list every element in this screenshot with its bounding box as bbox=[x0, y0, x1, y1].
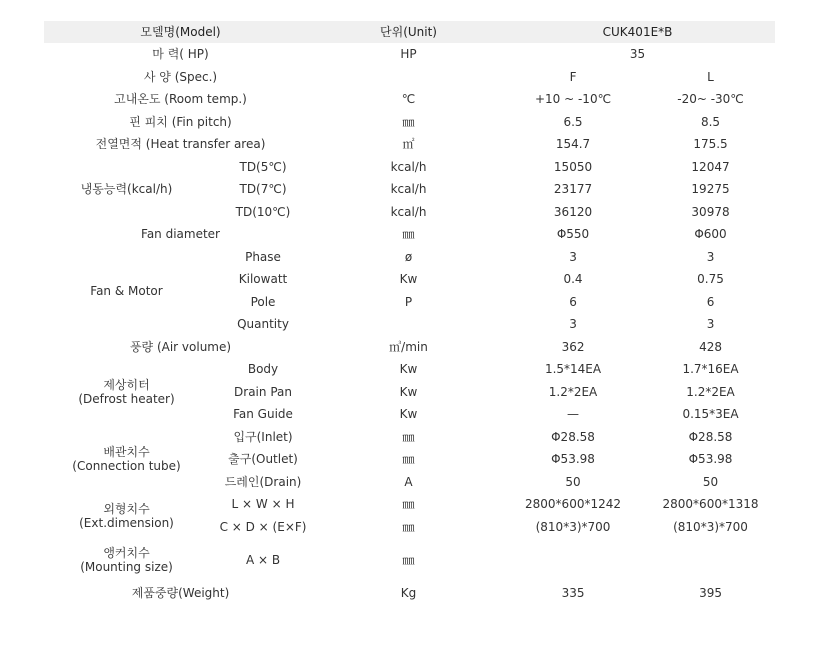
table-row bbox=[44, 426, 775, 449]
group-label-en: (Mounting size) bbox=[80, 560, 173, 574]
sub-label: Quantity bbox=[237, 317, 289, 332]
group-label-ko: 외형치수 bbox=[103, 501, 150, 516]
value-f: 23177 bbox=[553, 182, 593, 197]
value-f: 2800*600*1242 bbox=[525, 497, 621, 512]
table-row bbox=[44, 582, 775, 605]
value-f: 1.5*14EA bbox=[544, 362, 602, 377]
sub-label: 드레인(Drain) bbox=[224, 474, 302, 489]
value-l: L bbox=[707, 69, 714, 84]
value-f: Φ28.58 bbox=[551, 429, 595, 444]
value-l bbox=[646, 538, 775, 582]
table-row bbox=[44, 336, 775, 359]
table-row bbox=[44, 43, 775, 66]
sub-label: Pole bbox=[250, 294, 276, 309]
value-f: Φ53.98 bbox=[551, 452, 595, 467]
value-l: 3 bbox=[706, 317, 715, 332]
row-unit: HP bbox=[400, 47, 417, 62]
row-unit: P bbox=[404, 294, 413, 309]
value-l: 0.75 bbox=[697, 272, 724, 287]
group-label: Fan & Motor bbox=[90, 283, 163, 298]
value-f: 6.5 bbox=[563, 114, 583, 129]
table-row bbox=[44, 66, 775, 89]
table-header-row bbox=[44, 21, 775, 43]
row-unit: Kw bbox=[399, 362, 418, 377]
group-label-ko: 배관치수 bbox=[103, 445, 150, 460]
value-l: 1.2*2EA bbox=[686, 384, 735, 399]
sub-label: TD(5℃) bbox=[239, 159, 287, 174]
table-row bbox=[44, 133, 775, 156]
value-f: Φ550 bbox=[556, 227, 590, 242]
value-f: 1.2*2EA bbox=[548, 384, 598, 399]
value-l: 50 bbox=[702, 474, 719, 489]
group-label: 냉동능력(kcal/h) bbox=[80, 182, 173, 197]
row-unit: Kw bbox=[399, 384, 418, 399]
sub-label: C × D × (E×F) bbox=[219, 519, 307, 534]
group-label bbox=[44, 493, 209, 538]
sub-label: Drain Pan bbox=[234, 384, 292, 399]
group-label-ko: 앵커치수 bbox=[103, 546, 150, 560]
row-unit: ㎜ bbox=[402, 497, 415, 512]
row-unit: kcal/h bbox=[390, 159, 427, 174]
row-unit: Kg bbox=[400, 586, 417, 601]
table-row bbox=[44, 493, 775, 516]
sub-label: Phase bbox=[245, 249, 281, 264]
spec-table bbox=[44, 21, 775, 605]
header-product: CUK401E*B bbox=[500, 21, 775, 43]
group-label bbox=[44, 426, 209, 494]
value-l: Φ53.98 bbox=[688, 452, 733, 467]
sub-label: L × W × H bbox=[231, 497, 295, 512]
row-unit: ø bbox=[404, 249, 413, 264]
value-f: 335 bbox=[561, 586, 585, 601]
group-label bbox=[44, 538, 209, 582]
row-label: 사 양 (Spec.) bbox=[143, 69, 218, 84]
sub-label: 출구(Outlet) bbox=[228, 452, 298, 467]
value-f: 0.4 bbox=[563, 272, 583, 287]
row-unit bbox=[317, 66, 500, 89]
value-f: (810*3)*700 bbox=[535, 519, 611, 534]
row-label: 핀 피치 (Fin pitch) bbox=[129, 114, 232, 129]
value-f: 50 bbox=[565, 474, 581, 489]
value-l: 0.15*3EA bbox=[682, 407, 739, 422]
row-unit: ㎡ bbox=[402, 137, 415, 152]
group-label-en: (Defrost heater) bbox=[78, 391, 175, 406]
value-l: 2800*600*1318 bbox=[662, 497, 759, 512]
row-label: 풍량 (Air volume) bbox=[129, 339, 232, 354]
sub-label: TD(10℃) bbox=[235, 204, 291, 219]
row-unit: ㎜ bbox=[402, 227, 415, 242]
value-l: 12047 bbox=[691, 159, 730, 174]
row-unit: ㎜ bbox=[402, 452, 415, 467]
value-f: +10 ~ -10℃ bbox=[534, 92, 612, 107]
value-l: Φ28.58 bbox=[688, 429, 733, 444]
value-l: 19275 bbox=[691, 182, 730, 197]
row-unit: Kw bbox=[399, 272, 418, 287]
row-value: 35 bbox=[629, 47, 646, 62]
sub-label: A × B bbox=[245, 553, 281, 567]
group-label-en: (Connection tube) bbox=[72, 459, 181, 474]
value-l: 1.7*16EA bbox=[682, 362, 739, 377]
row-unit: kcal/h bbox=[390, 204, 427, 219]
table-row bbox=[44, 156, 775, 179]
row-unit bbox=[317, 313, 500, 336]
row-label: 고내온도 (Room temp.) bbox=[114, 92, 247, 107]
value-f: — bbox=[567, 407, 580, 422]
group-label-en: (Ext.dimension) bbox=[79, 515, 174, 530]
header-model: 모델명(Model) bbox=[44, 21, 317, 43]
row-label: Fan diameter bbox=[141, 227, 220, 242]
value-l: 175.5 bbox=[693, 137, 728, 152]
table-row bbox=[44, 358, 775, 381]
value-l: 6 bbox=[706, 294, 715, 309]
value-f: 36120 bbox=[553, 204, 593, 219]
row-unit: ℃ bbox=[401, 92, 416, 107]
row-label: 제품중량(Weight) bbox=[131, 586, 230, 601]
sub-label: Kilowatt bbox=[238, 272, 288, 287]
row-unit: ㎜ bbox=[402, 429, 415, 444]
value-l: 428 bbox=[699, 339, 722, 354]
value-f: 3 bbox=[569, 317, 577, 332]
header-unit: 단위(Unit) bbox=[317, 21, 500, 43]
row-unit: ㎜ bbox=[402, 553, 415, 567]
row-unit: ㎥/min bbox=[389, 339, 428, 354]
value-l: 3 bbox=[706, 249, 715, 264]
value-f: 362 bbox=[561, 339, 585, 354]
row-unit: ㎜ bbox=[402, 519, 415, 534]
value-l: 8.5 bbox=[700, 114, 721, 129]
table-row bbox=[44, 88, 775, 111]
value-l: 395 bbox=[699, 586, 722, 601]
value-l: -20~ -30℃ bbox=[677, 92, 744, 107]
table-row bbox=[44, 111, 775, 134]
table-row bbox=[44, 246, 775, 269]
value-f: F bbox=[569, 69, 577, 84]
value-f: 3 bbox=[569, 249, 577, 264]
value-f: 154.7 bbox=[555, 137, 591, 152]
table-row bbox=[44, 223, 775, 246]
value-l: (810*3)*700 bbox=[673, 519, 748, 534]
sub-label: Body bbox=[247, 362, 279, 377]
group-label-ko: 제상히터 bbox=[103, 377, 150, 392]
group-label bbox=[44, 358, 209, 426]
row-unit: A bbox=[404, 474, 413, 489]
sub-label: Fan Guide bbox=[233, 407, 293, 422]
row-unit: ㎜ bbox=[402, 114, 415, 129]
row-unit: Kw bbox=[399, 407, 418, 422]
value-l: 30978 bbox=[691, 204, 730, 219]
value-f: 15050 bbox=[553, 159, 593, 174]
value-l: Φ600 bbox=[694, 227, 727, 242]
table-row bbox=[44, 538, 775, 582]
row-label: 마 력( HP) bbox=[152, 47, 209, 62]
row-label: 전열면적 (Heat transfer area) bbox=[95, 137, 266, 152]
value-f: 6 bbox=[569, 294, 577, 309]
sub-label: 입구(Inlet) bbox=[233, 429, 293, 444]
value-f bbox=[500, 538, 646, 582]
row-unit: kcal/h bbox=[390, 182, 427, 197]
sub-label: TD(7℃) bbox=[239, 182, 287, 197]
